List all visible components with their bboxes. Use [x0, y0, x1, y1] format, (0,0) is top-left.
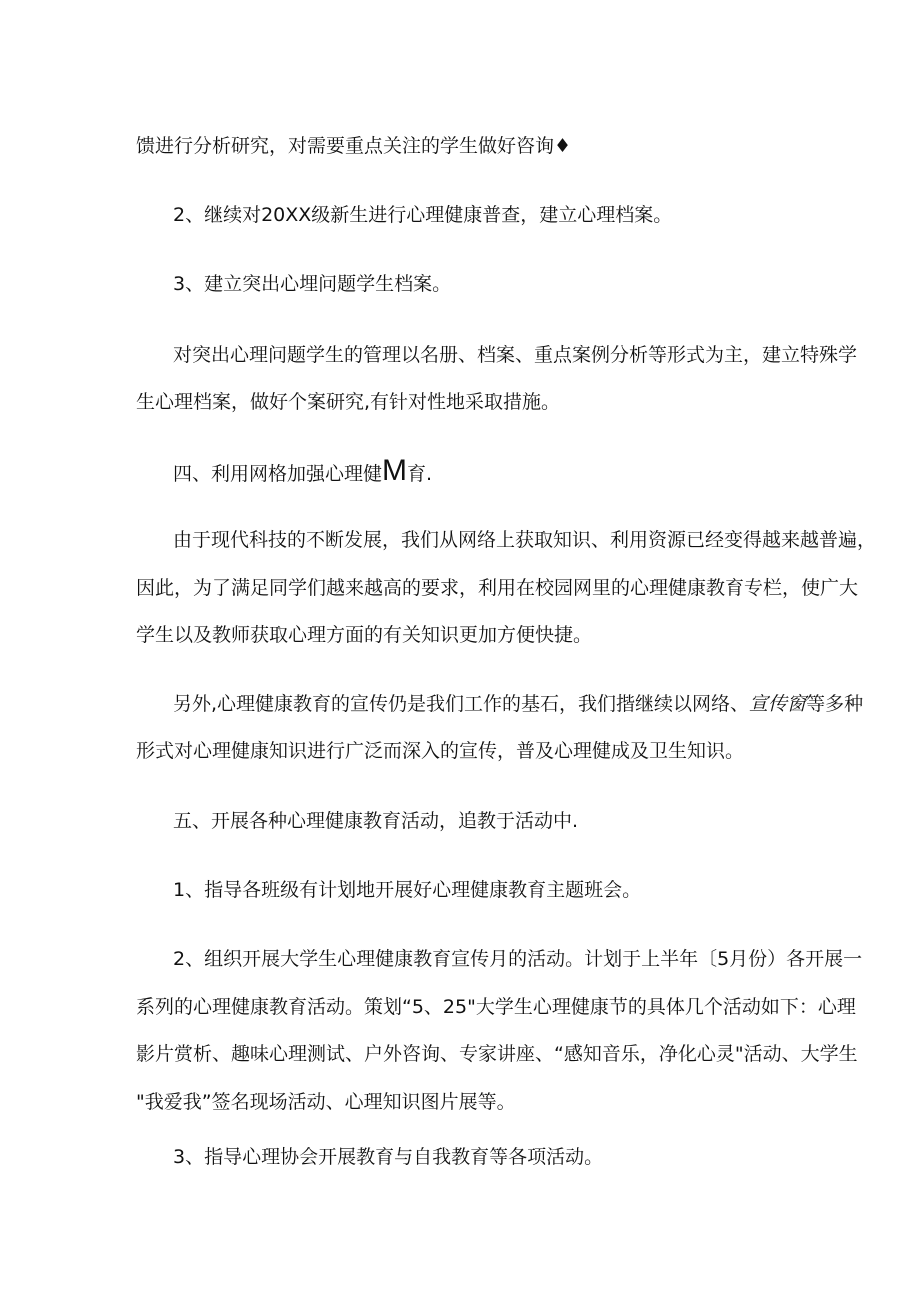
paragraph-line: 形式对心理健康知识进行广泛而深入的宣传，普及心理健成及卫生知识。: [136, 740, 745, 762]
paragraph-line: 系列的心理健康教育活动。策划“5、25"大学生心理健康节的具体几个活动如下：心理: [136, 996, 856, 1018]
section-heading: 五、开展各种心理健康教育活动，追教于活动中.: [173, 810, 579, 832]
paragraph-line: 馈进行分析研究，对需要重点关注的学生做好咨询♦: [136, 135, 572, 157]
list-item: 2、组织开展大学生心理健康教育宣传月的活动。计划于上半年〔5月份）各开展一: [173, 948, 863, 970]
section-heading: [173, 454, 433, 487]
paragraph-line: [173, 692, 863, 716]
heading-text: 四、利用网格加强心理健: [173, 463, 383, 485]
paragraph-line: 学生以及教师获取心理方面的有关知识更加方便快捷。: [136, 624, 593, 646]
paragraph-line: 由于现代科技的不断发展，我们从网络上获取知识、利用资源已经变得越来越普遍，: [173, 529, 877, 551]
list-item: 2、继续对20XX级新生进行心理健康普查，建立心理档案。: [173, 204, 673, 226]
paragraph-italic-text: 宣传窗: [749, 693, 807, 715]
heading-big-letter: M: [382, 454, 408, 487]
paragraph-line: "我爱我”签名现场活动、心理知识图片展等。: [136, 1091, 516, 1113]
list-item: 3、指导心理协会开展教育与自我教育等各项活动。: [173, 1146, 604, 1168]
paragraph-line: 影片赏析、趣味心理测试、户外咨询、专家讲座、“感知音乐，净化心灵"活动、大学生: [136, 1043, 858, 1065]
paragraph-text: 等多种: [806, 693, 864, 715]
paragraph-text: 另外,心理健康教育的宣传仍是我们工作的基石，我们揩继续以网络、: [173, 693, 750, 715]
list-item: 1、指导各班级有计划地开展好心理健康教育主题班会。: [173, 879, 642, 901]
paragraph-line: 对突出心理问题学生的管理以名册、档案、重点案例分析等形式为主，建立特殊学: [173, 344, 858, 366]
paragraph-line: 因此，为了满足同学们越来越高的要求，利用在校园网里的心理健康教育专栏，使广大: [136, 577, 859, 599]
list-item: 3、建立突出心埋问题学生档案。: [173, 273, 452, 295]
paragraph-line: 生心理档案，做好个案研究,有针对性地采取措施。: [136, 391, 561, 413]
heading-text: 育.: [407, 463, 433, 485]
